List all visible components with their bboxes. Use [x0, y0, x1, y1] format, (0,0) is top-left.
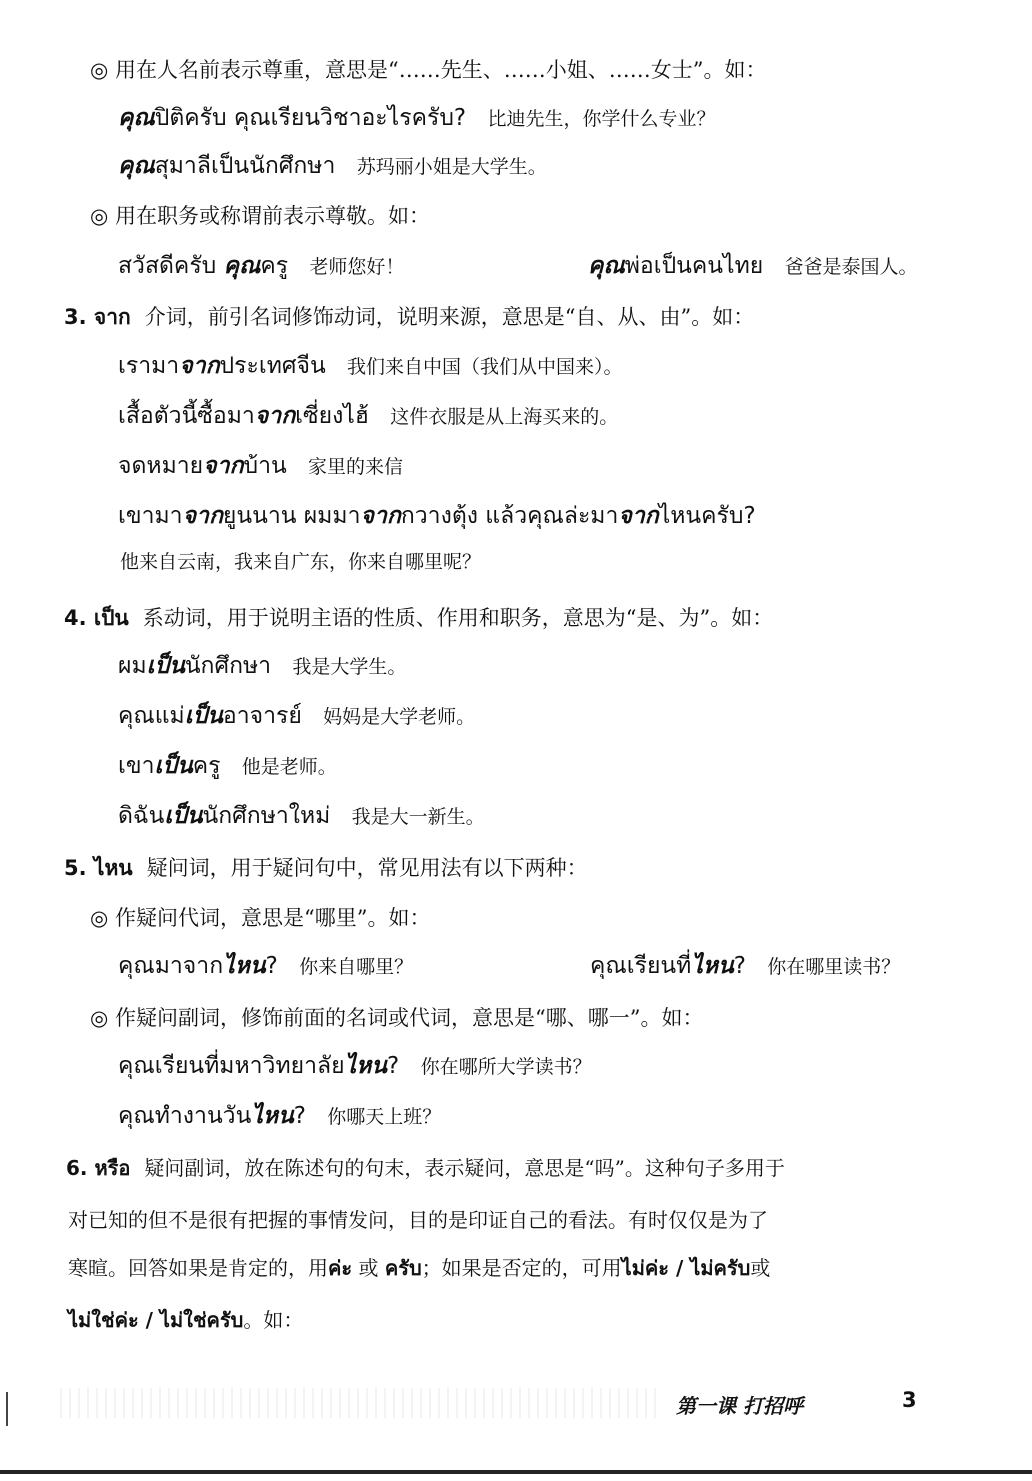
item-description: 介词，前引名词修饰动词，说明来源，意思是“自、从、由”。如：	[144, 305, 755, 329]
chinese-translation: 比迪先生，你学什么专业？	[487, 108, 716, 130]
thai-text: คุณเรียนที่มหาวิทยาลัย	[118, 1053, 345, 1079]
item-number: 3. จาก	[64, 305, 131, 329]
example-line	[118, 252, 404, 281]
thai-text: ประเทศจีน	[219, 353, 326, 379]
item-description: 疑问词，用于疑问句中，常见用法有以下两种：	[146, 856, 588, 880]
example-line	[118, 1052, 592, 1081]
example-line	[118, 752, 337, 781]
thai-text: ยูนนาน ผมมา	[222, 503, 361, 529]
paragraph-line	[68, 1306, 303, 1334]
example-line	[118, 802, 485, 831]
chinese-translation: 家里的来信	[308, 456, 404, 478]
item-number: 5. ไหน	[64, 856, 133, 880]
example-line	[118, 152, 547, 181]
thai-text: สุมาลีเป็นนักศึกษา	[154, 153, 336, 179]
thai-text: เขา	[118, 753, 155, 779]
thai-keyword: ไหน	[344, 1053, 388, 1079]
usage-note-2: ◎ 用在职务或称谓前表示尊敬。如：	[90, 204, 430, 228]
chinese-translation: 老师您好！	[309, 256, 405, 278]
thai-text: กวางตุ้ง แล้วคุณล่ะมา	[400, 503, 619, 529]
paragraph-text: 。如：	[243, 1308, 304, 1332]
chinese-translation: 爸爸是泰国人。	[784, 256, 918, 278]
thai-text: พ่อเป็นคนไทย	[624, 253, 764, 279]
chinese-translation: 我是大学生。	[292, 656, 407, 678]
thai-text: ?	[265, 953, 278, 979]
thai-keyword: คุณ	[118, 153, 155, 179]
chinese-translation: 你哪天上班？	[327, 1106, 442, 1128]
paragraph-line: 对已知的但不是很有把握的事情发问，目的是印证自己的看法。有时仅仅是为了	[68, 1208, 768, 1232]
thai-keyword: ไหน	[691, 953, 734, 979]
page-number: 3	[902, 1388, 917, 1412]
thai-answer: ไม่ค่ะ / ไม่ครับ	[621, 1256, 751, 1280]
thai-text: คุณเรียนที่	[590, 953, 692, 979]
thai-text: ?	[387, 1053, 400, 1079]
item-number: 4. เป็น	[64, 606, 129, 630]
chapter-footer: 第一课 打招呼	[676, 1394, 803, 1418]
thai-keyword: คุณ	[118, 105, 155, 131]
thai-keyword: ไหน	[251, 1103, 294, 1129]
thai-text: ผม	[118, 653, 147, 679]
example-line-right	[590, 952, 900, 981]
thai-text: เสื้อตัวนี้ซื้อมา	[118, 403, 255, 429]
usage-note-3: ◎ 作疑问代词，意思是“哪里”。如：	[90, 906, 431, 930]
example-line	[118, 104, 715, 133]
thai-keyword: จาก	[360, 503, 401, 529]
paragraph-line	[68, 1254, 770, 1282]
thai-text: นักศึกษา	[184, 653, 272, 679]
usage-note-4: ◎ 作疑问副词，修饰前面的名词或代词，意思是“哪、哪一”。如：	[90, 1006, 704, 1030]
thai-keyword: เป็น	[146, 653, 185, 679]
thai-text: เขามา	[118, 503, 183, 529]
thai-keyword: จาก	[618, 503, 659, 529]
thai-text: อาจารย์	[222, 703, 302, 729]
thai-text: เรามา	[118, 353, 180, 379]
scan-noise	[60, 1388, 660, 1418]
chinese-translation: 你在哪里读书？	[767, 956, 901, 978]
thai-text: ?	[733, 953, 746, 979]
example-line-right	[588, 252, 918, 281]
thai-keyword: จาก	[182, 503, 223, 529]
thai-keyword: จาก	[254, 403, 296, 429]
thai-answer: ครับ	[384, 1256, 422, 1280]
thai-answer: ไม่ใช่ค่ะ / ไม่ใช่ครับ	[68, 1308, 244, 1332]
thai-text: เซี่ยงไฮ้	[295, 403, 369, 429]
thai-keyword: คุณ	[588, 253, 625, 279]
paragraph-text: 寒暄。回答如果是肯定的，用	[68, 1256, 328, 1280]
thai-keyword: เป็น	[184, 703, 223, 729]
item-description: 疑问副词，放在陈述句的句末，表示疑问，意思是“吗”。这种句子多用于	[144, 1156, 785, 1180]
thai-text: จดหมาย	[118, 453, 204, 479]
chinese-translation: 你在哪所大学读书？	[420, 1056, 592, 1078]
example-line	[118, 352, 623, 381]
thai-keyword: คุณ	[223, 253, 261, 279]
thai-text: ไหนครับ?	[658, 503, 756, 529]
bottom-rule	[0, 1470, 1032, 1474]
example-line	[118, 652, 406, 681]
thai-answer: ค่ะ	[328, 1256, 353, 1280]
thai-text: ปิติครับ คุณเรียนวิชาอะไรครับ?	[154, 105, 467, 131]
example-line	[118, 1102, 441, 1131]
thai-text: คุณแม่	[118, 703, 185, 729]
example-line	[118, 502, 756, 530]
thai-keyword: จาก	[179, 353, 220, 379]
chinese-translation: 他是老师。	[241, 756, 337, 778]
thai-keyword: เป็น	[154, 753, 193, 779]
item-description: 系动词，用于说明主语的性质、作用和职务，意思为“是、为”。如：	[142, 606, 774, 630]
item-6-heading	[66, 1154, 785, 1182]
chinese-translation: 他来自云南，我来自广东，你来自哪里呢？	[120, 551, 482, 573]
chinese-translation: 我是大一新生。	[351, 806, 485, 828]
item-3-heading	[64, 303, 754, 331]
example-line	[118, 702, 475, 731]
item-5-heading	[64, 854, 588, 882]
paragraph-text: ；如果是否定的，可用	[421, 1256, 622, 1280]
thai-text: บ้าน	[243, 453, 287, 479]
scan-edge-mark	[6, 1392, 8, 1426]
item-number: 6. หรือ	[66, 1156, 131, 1180]
thai-text: คุณมาจาก	[118, 953, 224, 979]
paragraph-text: 或	[352, 1256, 385, 1280]
thai-text: ?	[293, 1103, 306, 1129]
item-4-heading	[64, 604, 773, 632]
paragraph-text: 或	[750, 1256, 771, 1280]
thai-keyword: เป็น	[164, 803, 203, 829]
chinese-translation: 我们来自中国（我们从中国来）。	[347, 356, 623, 378]
thai-text: นักศึกษาใหม่	[202, 803, 331, 829]
thai-text: ดิฉัน	[118, 803, 165, 829]
thai-keyword: ไหน	[223, 953, 266, 979]
thai-text: ครู	[192, 753, 221, 779]
thai-text: สวัสดีครับ	[118, 253, 224, 279]
thai-text: คุณทำงานวัน	[118, 1103, 252, 1129]
chinese-translation: 妈妈是大学老师。	[323, 706, 476, 728]
thai-text: ครู	[260, 253, 289, 279]
chinese-translation: 这件衣服是从上海买来的。	[390, 406, 619, 428]
example-line	[118, 452, 403, 481]
example-line	[118, 952, 413, 981]
example-line	[118, 402, 618, 431]
thai-keyword: จาก	[203, 453, 244, 479]
usage-note-1: ◎ 用在人名前表示尊重，意思是“……先生、……小姐、……女士”。如：	[90, 58, 767, 82]
chinese-translation: 苏玛丽小姐是大学生。	[356, 156, 547, 178]
chinese-translation: 你来自哪里？	[299, 956, 414, 978]
